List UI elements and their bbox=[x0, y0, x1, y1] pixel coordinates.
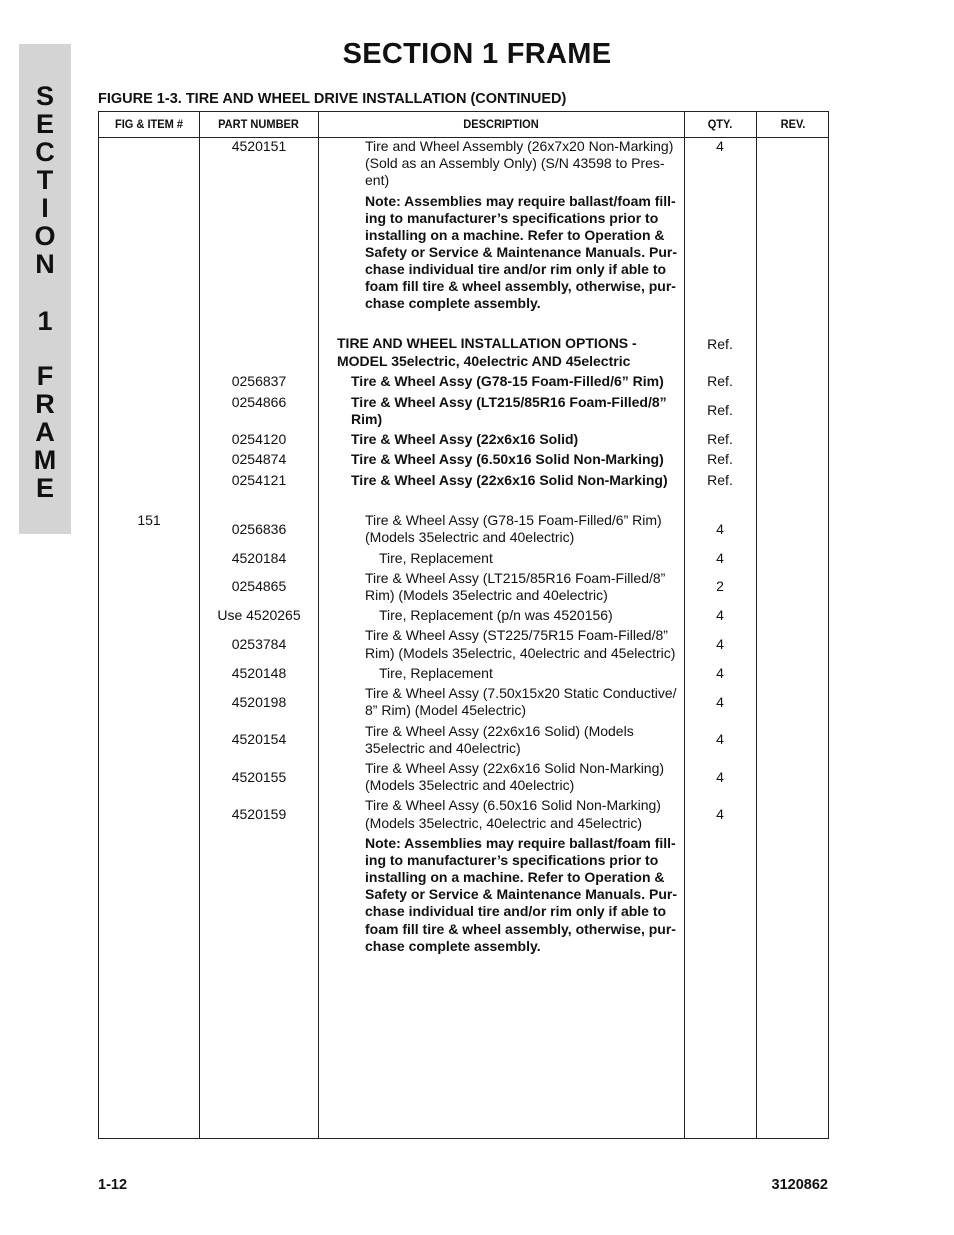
description-line: Tire & Wheel Assy (22x6x16 Solid Non-Marking) bbox=[351, 472, 668, 488]
side-tab-letter: O bbox=[34, 221, 56, 251]
quantity: 4 bbox=[716, 694, 724, 710]
part-number: 0254865 bbox=[231, 578, 287, 594]
description-line: Tire and Wheel Assembly (26x7x20 Non-Marking) bbox=[365, 138, 674, 154]
description-line: Tire & Wheel Assy (6.50x16 Solid Non-Marking) bbox=[351, 451, 664, 467]
side-tab-letter: A bbox=[35, 417, 55, 447]
part-number: 0254874 bbox=[231, 451, 287, 467]
quantity: Ref. bbox=[707, 336, 733, 352]
section-title: SECTION 1 FRAME bbox=[342, 38, 612, 70]
description-line: 35electric and 40electric) bbox=[365, 740, 521, 756]
header-qty: QTY. bbox=[707, 117, 733, 131]
part-number: 4520184 bbox=[231, 550, 287, 566]
quantity: 2 bbox=[716, 578, 724, 594]
part-number: 4520159 bbox=[231, 806, 287, 822]
description-line: (Sold as an Assembly Only) (S/N 43598 to Pres- bbox=[365, 155, 665, 171]
part-number: 0256837 bbox=[231, 373, 287, 389]
description-line: Tire & Wheel Assy (22x6x16 Solid) (Models bbox=[365, 723, 634, 739]
note-line: chase complete assembly. bbox=[365, 295, 541, 311]
note-line: Safety or Service & Maintenance Manuals. Pur- bbox=[365, 886, 677, 902]
fig-item-number: 151 bbox=[137, 512, 161, 528]
note-line: ing to manufacturer’s specifications prior to bbox=[365, 210, 659, 226]
side-tab-letter: M bbox=[33, 445, 57, 475]
note-line: installing on a machine. Refer to Operation & bbox=[365, 869, 665, 885]
side-tab-letter: E bbox=[35, 473, 54, 503]
part-number: 4520148 bbox=[231, 665, 287, 681]
part-number: 0256836 bbox=[231, 521, 287, 537]
note-line: Safety or Service & Maintenance Manuals. Pur- bbox=[365, 244, 677, 260]
description-line: Tire, Replacement bbox=[379, 665, 493, 681]
description-line: Tire & Wheel Assy (6.50x16 Solid Non-Marking) bbox=[365, 797, 661, 813]
quantity: 4 bbox=[716, 607, 724, 623]
side-tab-letter: I bbox=[41, 193, 49, 223]
options-heading-line: TIRE AND WHEEL INSTALLATION OPTIONS - bbox=[337, 335, 637, 351]
note-line: chase individual tire and/or rim only if able to bbox=[365, 261, 667, 277]
note-line: installing on a machine. Refer to Operation & bbox=[365, 227, 665, 243]
description-line: ent) bbox=[365, 172, 390, 188]
note-line: ing to manufacturer’s specifications prior to bbox=[365, 852, 659, 868]
description-line: Tire, Replacement (p/n was 4520156) bbox=[379, 607, 613, 623]
quantity: Ref. bbox=[707, 431, 733, 447]
quantity: Ref. bbox=[707, 402, 733, 418]
side-tab-letter: R bbox=[35, 389, 55, 419]
side-tab-letter: N bbox=[35, 249, 55, 279]
side-tab-letter: S bbox=[35, 81, 54, 111]
quantity: 4 bbox=[716, 636, 724, 652]
part-number: 0254120 bbox=[231, 431, 287, 447]
description-line: Rim) bbox=[351, 411, 383, 427]
header-description: DESCRIPTION bbox=[463, 117, 539, 131]
description-line: (Models 35electric and 40electric) bbox=[365, 777, 575, 793]
column-divider bbox=[199, 112, 200, 1138]
column-divider bbox=[684, 112, 685, 1138]
quantity: 4 bbox=[716, 806, 724, 822]
figure-title: FIGURE 1-3. TIRE AND WHEEL DRIVE INSTALLATION (CONTINUED) bbox=[98, 91, 567, 107]
quantity: 4 bbox=[716, 731, 724, 747]
description-line: Tire & Wheel Assy (22x6x16 Solid Non-Marking) bbox=[365, 760, 665, 776]
side-tab-letter: E bbox=[35, 109, 54, 139]
description-line: Tire & Wheel Assy (22x6x16 Solid) bbox=[351, 431, 579, 447]
quantity: 4 bbox=[716, 138, 724, 154]
description-line: Rim) (Models 35electric and 40electric) bbox=[365, 587, 608, 603]
section-side-tab bbox=[19, 44, 71, 534]
description-line: Tire & Wheel Assy (7.50x15x20 Static Conductive/ bbox=[365, 685, 677, 701]
quantity: 4 bbox=[716, 769, 724, 785]
description-line: Tire & Wheel Assy (G78-15 Foam-Filled/6” Rim) bbox=[351, 373, 664, 389]
column-divider bbox=[318, 112, 319, 1138]
note-line: chase complete assembly. bbox=[365, 938, 541, 954]
description-line: (Models 35electric, 40electric and 45electric) bbox=[365, 815, 643, 831]
description-line: Tire & Wheel Assy (LT215/85R16 Foam-Filled/8” bbox=[365, 570, 666, 586]
side-tab-letter: F bbox=[36, 361, 54, 391]
description-line: 8” Rim) (Model 45electric) bbox=[365, 702, 527, 718]
header-part-number: PART NUMBER bbox=[218, 117, 299, 131]
description-line: Rim) (Models 35electric, 40electric and 45electric) bbox=[365, 645, 676, 661]
part-number: 4520154 bbox=[231, 731, 287, 747]
note-line: Note: Assemblies may require ballast/foam fill- bbox=[365, 193, 676, 209]
side-tab-letter: C bbox=[35, 137, 55, 167]
header-rev: REV. bbox=[780, 117, 806, 131]
note-line: foam fill tire & wheel assembly, otherwise, pur- bbox=[365, 278, 676, 294]
column-divider bbox=[756, 112, 757, 1138]
part-number: 0254121 bbox=[231, 472, 287, 488]
description-line: Tire & Wheel Assy (G78-15 Foam-Filled/6” Rim) bbox=[365, 512, 662, 528]
note-line: chase individual tire and/or rim only if able to bbox=[365, 903, 667, 919]
quantity: Ref. bbox=[707, 373, 733, 389]
description-line: (Models 35electric and 40electric) bbox=[365, 529, 575, 545]
part-number: Use 4520265 bbox=[217, 607, 301, 623]
quantity: Ref. bbox=[707, 451, 733, 467]
part-number: 0254866 bbox=[231, 394, 287, 410]
note-line: Note: Assemblies may require ballast/foam fill- bbox=[365, 835, 676, 851]
description-line: Tire & Wheel Assy (ST225/75R15 Foam-Filled/8” bbox=[365, 627, 668, 643]
quantity: 4 bbox=[716, 550, 724, 566]
part-number: 4520155 bbox=[231, 769, 287, 785]
side-tab-letter: 1 bbox=[37, 306, 53, 336]
note-line: foam fill tire & wheel assembly, otherwise, pur- bbox=[365, 921, 676, 937]
quantity: 4 bbox=[716, 521, 724, 537]
quantity: 4 bbox=[716, 665, 724, 681]
page-number: 1-12 bbox=[98, 1177, 128, 1193]
part-number: 0253784 bbox=[231, 636, 287, 652]
header-fig-item: FIG & ITEM # bbox=[114, 117, 184, 131]
document-number: 3120862 bbox=[771, 1177, 828, 1193]
options-heading-line: MODEL 35electric, 40electric AND 45electric bbox=[337, 353, 631, 369]
description-line: Tire & Wheel Assy (LT215/85R16 Foam-Filled/8” bbox=[351, 394, 667, 410]
side-tab-letter: T bbox=[36, 165, 54, 195]
part-number: 4520198 bbox=[231, 694, 287, 710]
quantity: Ref. bbox=[707, 472, 733, 488]
part-number: 4520151 bbox=[231, 138, 287, 154]
description-line: Tire, Replacement bbox=[379, 550, 493, 566]
